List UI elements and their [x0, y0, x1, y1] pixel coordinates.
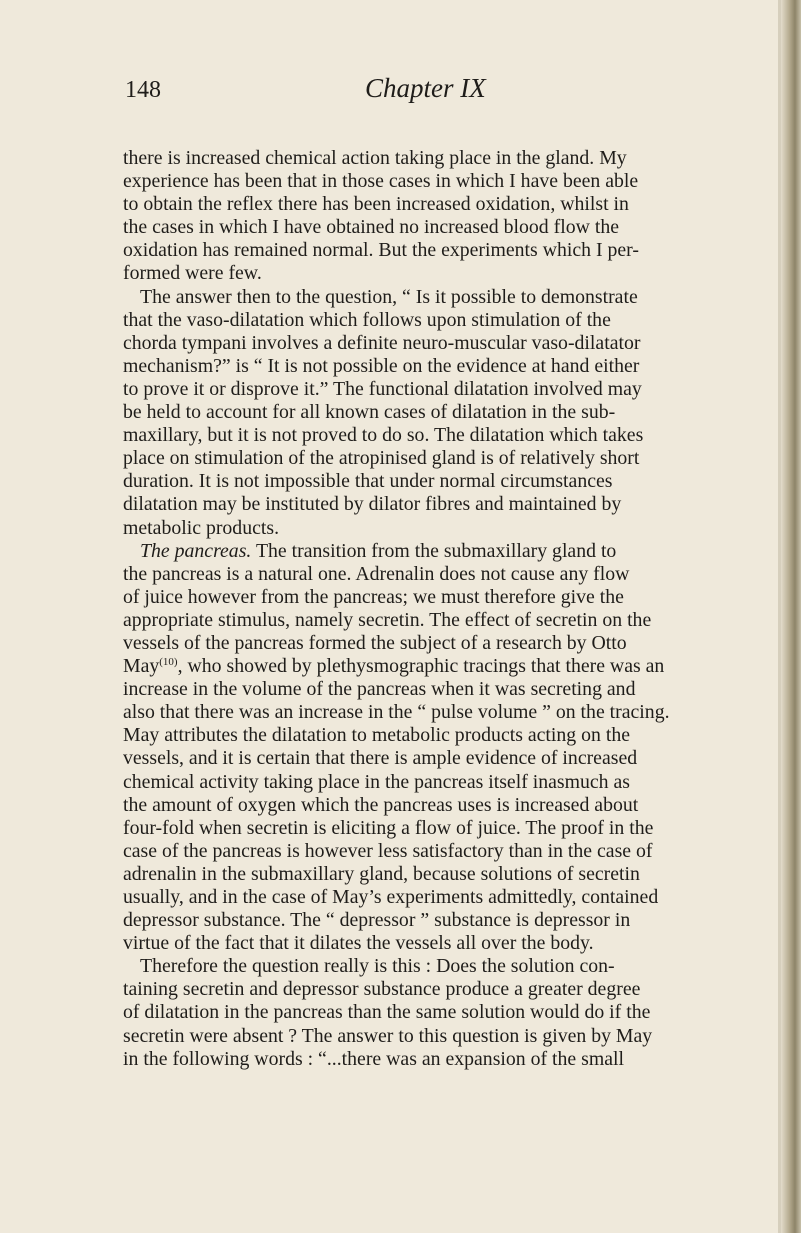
- text-line: also that there was an increase in the “ pulse volume ” on the tracing.: [123, 701, 670, 724]
- text-line: dilatation may be instituted by dilator fibres and maintained by: [123, 493, 622, 516]
- text-line: The answer then to the question, “ Is it possible to demonstrate: [140, 285, 638, 308]
- text-line: vessels, and it is certain that there is ample evidence of increased: [123, 747, 638, 770]
- text-line: four-fold when secretin is eliciting a flow of juice. The proof in the: [123, 816, 654, 839]
- running-head: Chapter IX: [365, 73, 486, 103]
- text-line: duration. It is not impossible that under normal circumstances: [123, 470, 613, 493]
- text-line: usually, and in the case of May’s experiments admittedly, contained: [123, 886, 659, 908]
- text-line: the cases in which I have obtained no increased blood flow the: [123, 216, 620, 239]
- text-line: chorda tympani involves a definite neuro-muscular vaso-dilatator: [123, 331, 641, 354]
- text-line: there is increased chemical action taking place in the gland. My: [123, 147, 627, 169]
- text-span: , who showed by plethysmographic tracings that there was an: [177, 655, 665, 678]
- text-line: of juice however from the pancreas; we must therefore give the: [123, 585, 624, 608]
- page-edge: [778, 0, 781, 1233]
- text-line: taining secretin and depressor substance produce a greater degree: [123, 978, 641, 1001]
- text-line: of dilatation in the pancreas than the same solution would do if the: [123, 1001, 651, 1024]
- text-line: the pancreas is a natural one. Adrenalin does not cause any flow: [123, 562, 630, 585]
- text-line: May attributes the dilatation to metabolic products acting on the: [123, 724, 631, 747]
- text-line: place on stimulation of the atropinised gland is of relatively short: [123, 447, 640, 470]
- text-line: appropriate stimulus, namely secretin. The effect of secretin on the: [123, 608, 652, 631]
- text-line: to prove it or disprove it.” The functional dilatation involved may: [123, 377, 642, 400]
- text-line: experience has been that in those cases in which I have been able: [123, 170, 639, 193]
- text-line: maxillary, but it is not proved to do so. The dilatation which takes: [123, 424, 644, 447]
- text-line: mechanism?” is “ It is not possible on the evidence at hand either: [123, 354, 640, 377]
- text-line: increase in the volume of the pancreas when it was secreting and: [123, 678, 636, 701]
- text-line: be held to account for all known cases of dilatation in the sub-: [123, 401, 616, 424]
- text-line: that the vaso-dilatation which follows upon stimulation of the: [123, 308, 611, 331]
- section-heading: The pancreas.: [140, 539, 252, 562]
- text-line: metabolic products.: [123, 516, 280, 539]
- paragraph-4: [123, 955, 778, 1070]
- paragraph-3: [123, 540, 778, 956]
- text-line: [123, 655, 778, 678]
- paragraph-2: [123, 286, 778, 540]
- page-number: 148: [125, 77, 161, 103]
- text-line: chemical activity taking place in the pancreas itself inasmuch as: [123, 770, 630, 793]
- footnote-reference: (10): [159, 656, 178, 669]
- text-line: virtue of the fact that it dilates the vessels all over the body.: [123, 932, 594, 955]
- text-line: Therefore the question really is this : Does the solution con-: [140, 955, 615, 978]
- text-line: depressor substance. The “ depressor ” substance is depressor in: [123, 909, 631, 932]
- paragraph-1: [123, 147, 778, 286]
- text-line: in the following words : “...there was an expansion of the small: [123, 1047, 625, 1070]
- text-line: the amount of oxygen which the pancreas uses is increased about: [123, 793, 639, 816]
- book-binding-shadow: [781, 0, 801, 1233]
- text-line: secretin were absent ? The answer to this question is given by May: [123, 1024, 653, 1047]
- page-header: [125, 73, 725, 109]
- text-span: May: [123, 655, 160, 678]
- text-line: oxidation has remained normal. But the experiments which I per-: [123, 239, 639, 262]
- text-line: case of the pancreas is however less satisfactory than in the case of: [123, 839, 653, 862]
- text-span: The transition from the submaxillary gland to: [251, 539, 617, 562]
- text-line: formed were few.: [123, 262, 262, 285]
- body-text: [123, 147, 778, 1071]
- text-line: vessels of the pancreas formed the subject of a research by Otto: [123, 631, 627, 654]
- text-line: adrenalin in the submaxillary gland, because solutions of secretin: [123, 862, 640, 885]
- text-line: to obtain the reflex there has been increased oxidation, whilst in: [123, 193, 629, 216]
- text-line: [123, 540, 778, 563]
